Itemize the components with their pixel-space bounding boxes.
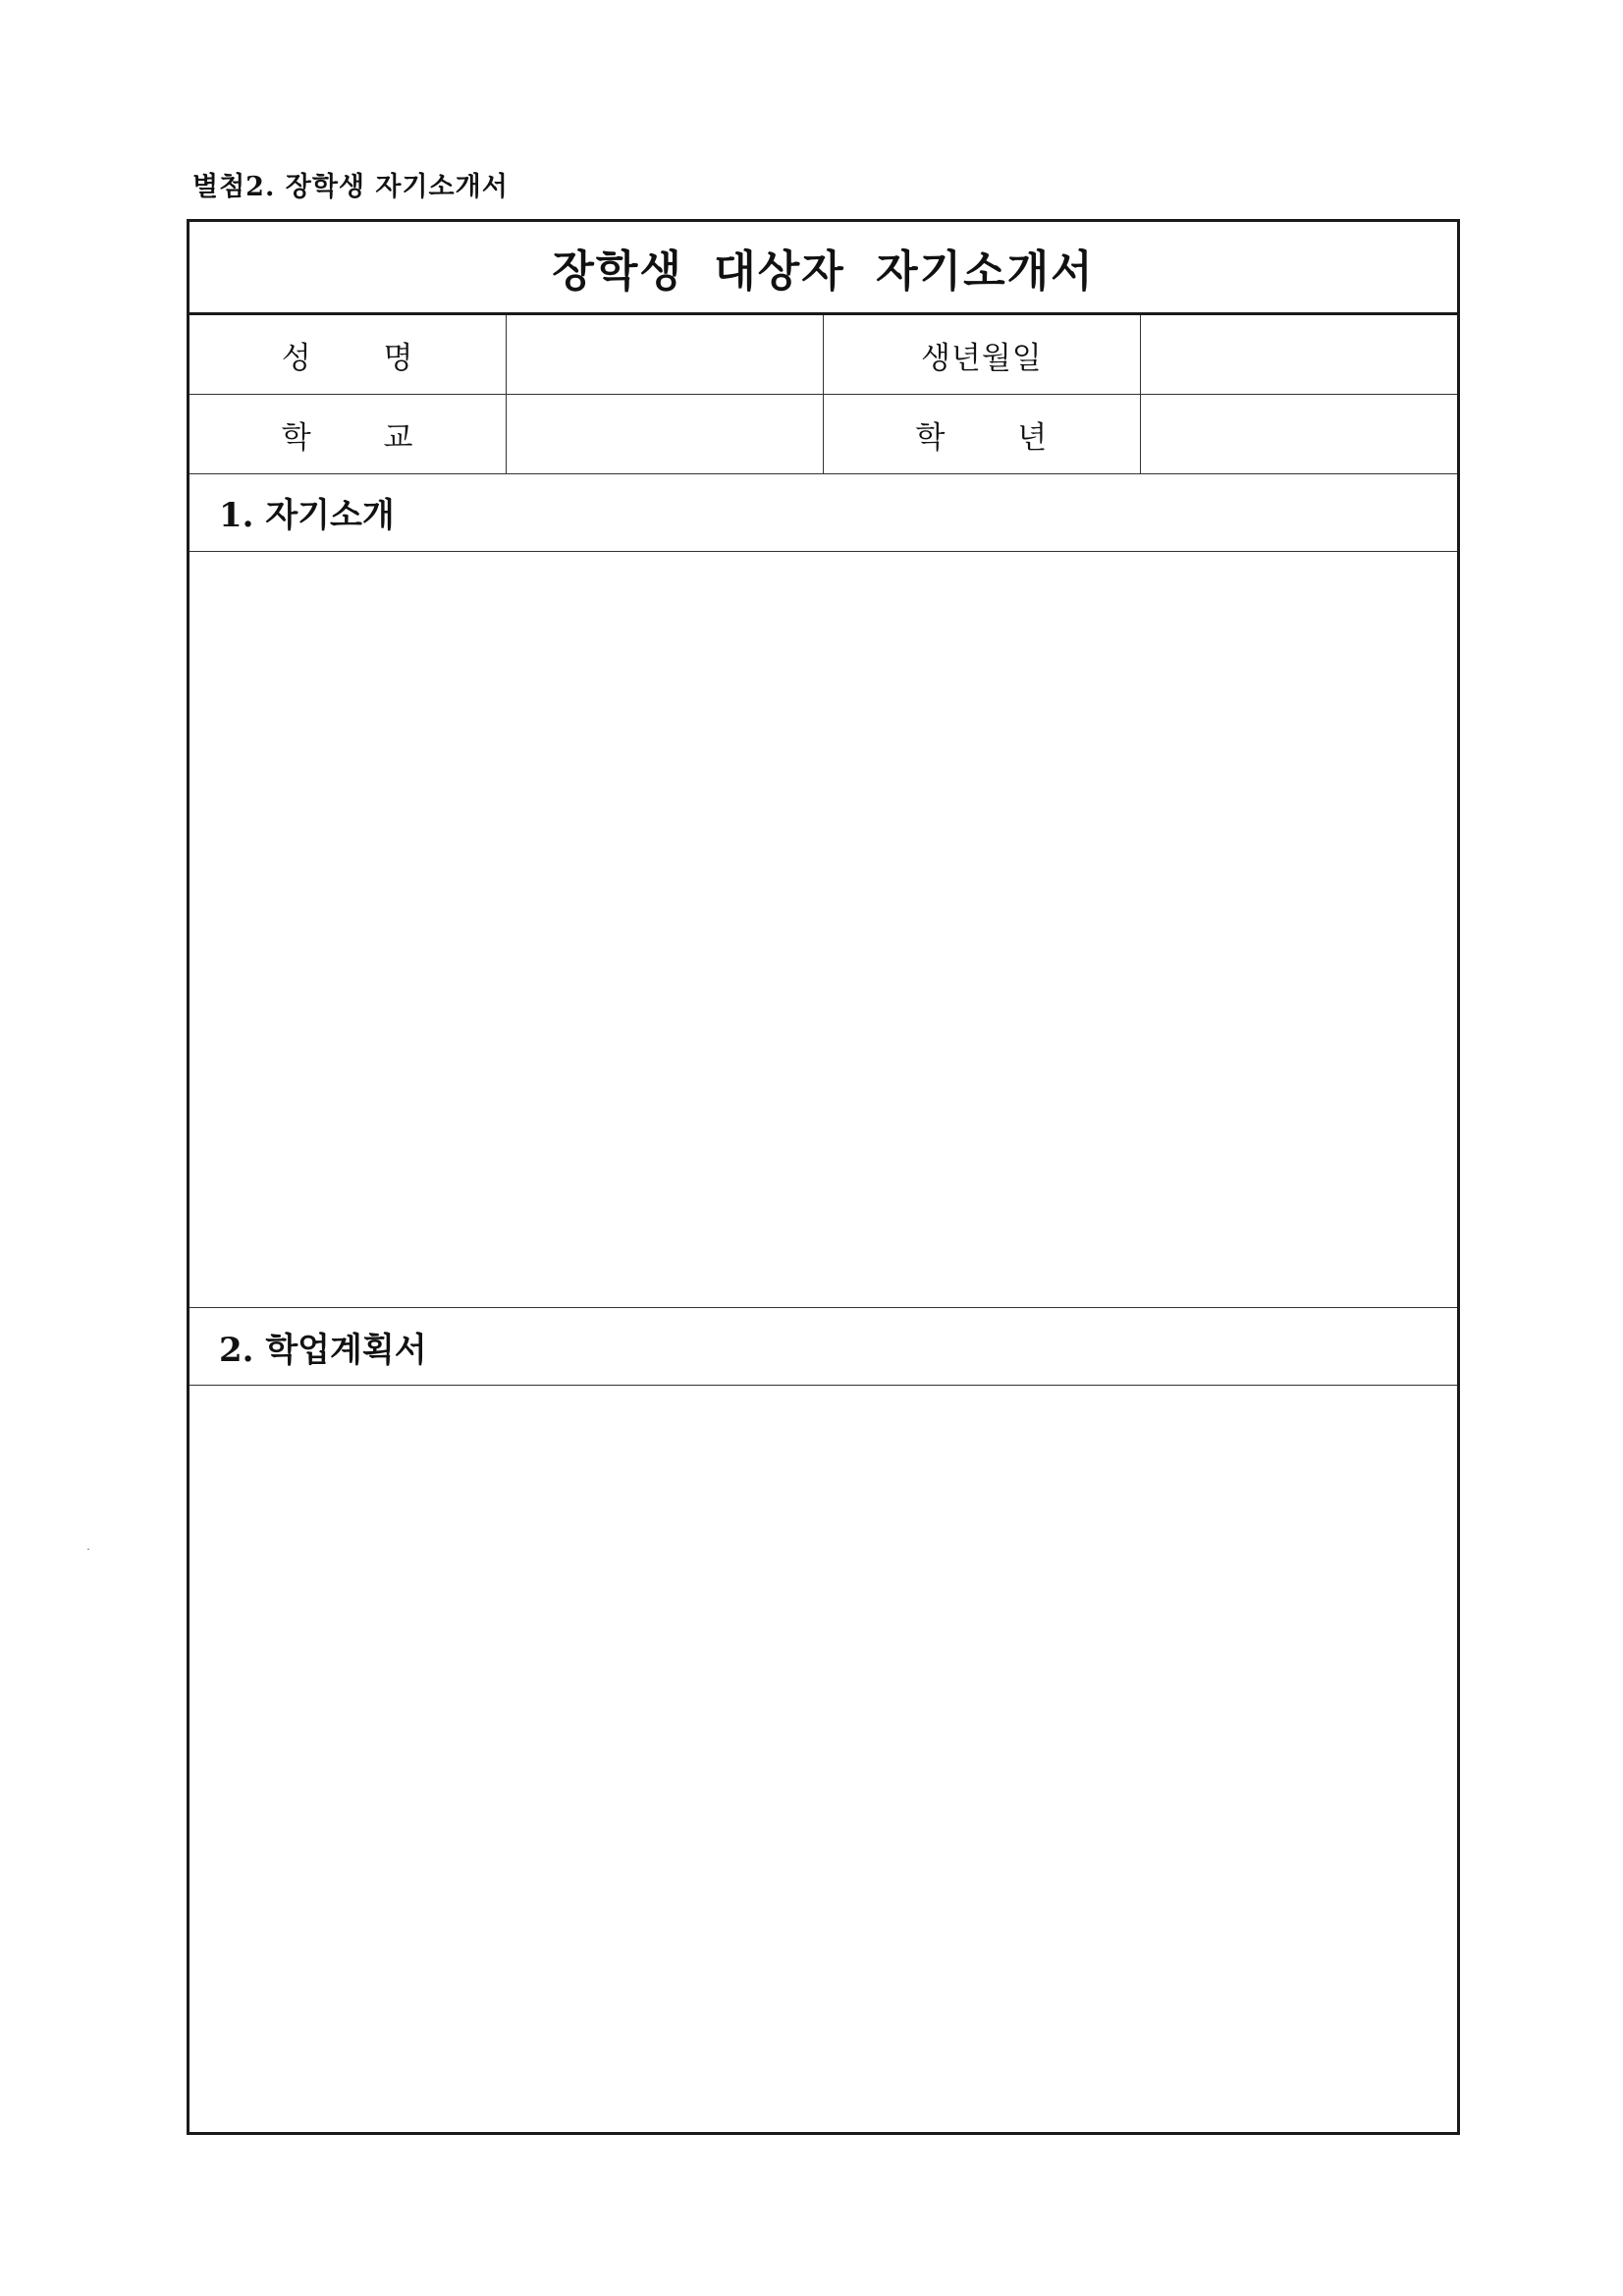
self-introduction-heading: 1. 자기소개	[189, 473, 1457, 552]
attachment-label: 별첨2. 장학생 자기소개서	[192, 172, 509, 202]
school-field[interactable]	[507, 395, 824, 474]
school-label: 학 교	[189, 395, 507, 474]
name-label: 성 명	[189, 315, 507, 395]
info-row-school-grade	[189, 395, 1457, 474]
birthdate-label: 생년월일	[824, 315, 1141, 395]
study-plan-heading: 2. 학업계획서	[189, 1307, 1457, 1386]
application-form	[187, 219, 1460, 2135]
self-introduction-area[interactable]	[189, 552, 1457, 1307]
name-field[interactable]	[507, 315, 824, 395]
applicant-info-table	[189, 315, 1457, 474]
grade-label: 학 년	[824, 395, 1141, 474]
study-plan-area[interactable]	[189, 1386, 1457, 2132]
birthdate-field[interactable]	[1140, 315, 1457, 395]
form-title-row	[189, 222, 1457, 315]
scan-speck	[87, 1549, 89, 1550]
info-row-name-birthdate	[189, 315, 1457, 395]
form-title: 장학생 대상자 자기소개서	[552, 246, 1095, 297]
grade-field[interactable]	[1140, 395, 1457, 474]
